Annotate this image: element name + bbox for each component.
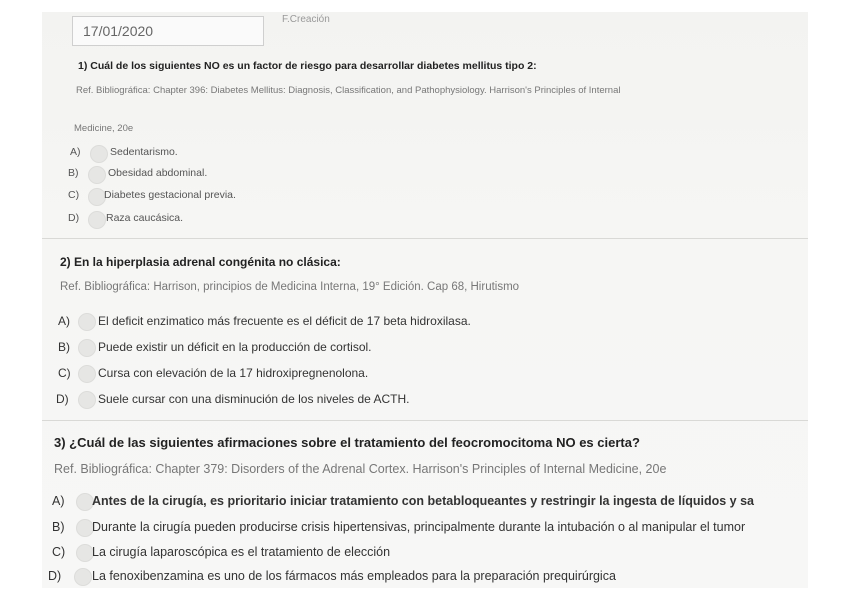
question-1-reference: Ref. Bibliográfica: Chapter 396: Diabetes Mellitus: Diagnosis, Classification, and Pathophysiology. Harrison's Principles of Internal bbox=[76, 85, 621, 96]
question-divider bbox=[42, 238, 808, 239]
option-text: Obesidad abdominal. bbox=[108, 167, 208, 179]
option-text: Diabetes gestacional previa. bbox=[104, 189, 236, 201]
option-letter: A) bbox=[70, 146, 81, 158]
radio-button[interactable] bbox=[88, 166, 106, 184]
option-text: Raza caucásica. bbox=[106, 212, 184, 224]
option-text: Durante la cirugía pueden producirse crisis hipertensivas, principalmente durante la intubación o al manipular el tumor bbox=[92, 520, 746, 534]
option-text: Puede existir un déficit en la producción de cortisol. bbox=[98, 340, 372, 354]
question-3-reference: Ref. Bibliográfica: Chapter 379: Disorders of the Adrenal Cortex. Harrison's Principles of Internal Medicine, 20e bbox=[54, 462, 667, 476]
radio-button[interactable] bbox=[88, 211, 106, 229]
option-letter: A) bbox=[52, 494, 65, 508]
option-letter: C) bbox=[52, 545, 66, 559]
option-letter: C) bbox=[58, 366, 71, 380]
option-letter: D) bbox=[48, 569, 62, 583]
option-letter: B) bbox=[58, 340, 70, 354]
option-text: Sedentarismo. bbox=[110, 146, 178, 158]
exam-photo bbox=[42, 12, 808, 588]
option-text: La fenoxibenzamina es uno de los fármacos más empleados para la preparación prequirúrgica bbox=[92, 569, 616, 583]
option-text: Antes de la cirugía, es prioritario iniciar tratamiento con betabloqueantes y restringir la ingesta de líquidos y sa bbox=[92, 494, 754, 508]
creation-date-field[interactable] bbox=[72, 16, 264, 46]
radio-button[interactable] bbox=[78, 313, 96, 331]
option-letter: B) bbox=[68, 167, 79, 179]
creation-date-label: F.Creación bbox=[282, 14, 330, 25]
question-divider bbox=[42, 420, 808, 421]
option-text: La cirugía laparoscópica es el tratamiento de elección bbox=[92, 545, 391, 559]
radio-button[interactable] bbox=[78, 339, 96, 357]
option-text: Suele cursar con una disminución de los niveles de ACTH. bbox=[98, 392, 410, 406]
option-letter: D) bbox=[68, 212, 80, 224]
question-2-title: 2) En la hiperplasia adrenal congénita no clásica: bbox=[60, 255, 341, 269]
question-2-reference: Ref. Bibliográfica: Harrison, principios de Medicina Interna, 19° Edición. Cap 68, Hirutismo bbox=[60, 281, 520, 293]
radio-button[interactable] bbox=[74, 568, 92, 586]
option-letter: C) bbox=[68, 189, 80, 201]
option-text: Cursa con elevación de la 17 hidroxipregnenolona. bbox=[98, 366, 369, 380]
radio-button[interactable] bbox=[90, 145, 108, 163]
question-3-title: 3) ¿Cuál de las siguientes afirmaciones sobre el tratamiento del feocromocitoma NO es cierta? bbox=[54, 435, 640, 450]
option-letter: D) bbox=[56, 392, 69, 406]
option-text: El deficit enzimatico más frecuente es el déficit de 17 beta hidroxilasa. bbox=[98, 314, 471, 328]
radio-button[interactable] bbox=[78, 365, 96, 383]
option-letter: B) bbox=[52, 520, 65, 534]
question-1-title: 1) Cuál de los siguientes NO es un factor de riesgo para desarrollar diabetes mellitus tipo 2: bbox=[78, 60, 537, 72]
option-letter: A) bbox=[58, 314, 70, 328]
creation-date-value: 17/01/2020 bbox=[83, 23, 154, 39]
question-1-reference-cont: Medicine, 20e bbox=[74, 123, 134, 134]
radio-button[interactable] bbox=[78, 391, 96, 409]
